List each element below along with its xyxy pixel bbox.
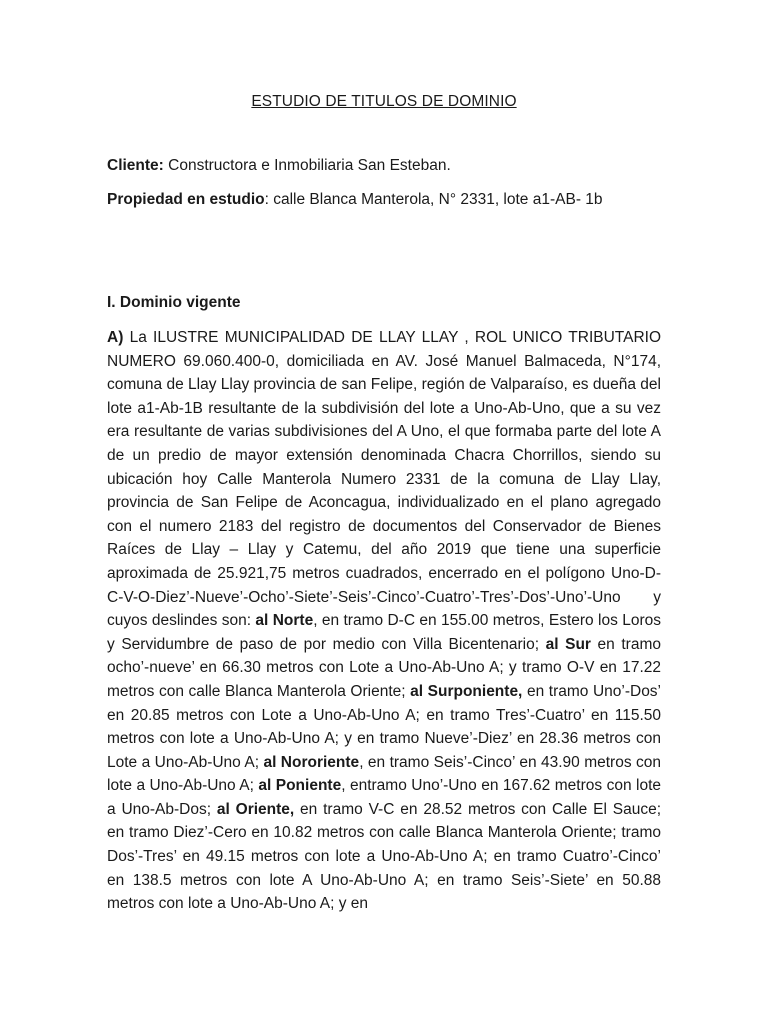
client-value: Constructora e Inmobiliaria San Esteban. [163,157,451,174]
paragraph-text-4: en tramo Uno’-Dos’ en 20.85 metros con Lote a Uno-Ab-Uno A; en tramo Tres’-Cuatro’ en 115.50 metros con lote a Uno-Ab-Uno A; y en tramo Nueve’-Diez’ en 28.36 metros con Lote a Uno-Ab-Uno A; [107,682,662,771]
section-heading: I. Dominio vigente [107,294,241,311]
paragraph-text-6: , entramo Uno’-Uno en 167.62 metros con lote a Uno-Ab-Dos; [107,777,662,818]
property-value: : calle Blanca Manterola, N° 2331, lote a1-AB- 1b [264,191,603,208]
paragraph-text-1: La ILUSTRE MUNICIPALIDAD DE LLAY LLAY , ROL UNICO TRIBUTARIO NUMERO 69.060.400-0, domiciliada en AV. José Manuel Balmaceda, N°174, comuna de Llay Llay provincia de san Felipe, región de Valparaíso, es dueña del lote a1-Ab-1B resultante de la subdivisión del lote a Uno-Ab-Uno, que a su vez era resultante de varias subdivisiones del A Uno, el que formaba parte del lote A de un predio de mayor extensión denominada Chacra Chorrillos, siendo su ubicación hoy Calle Manterola Numero 2331 de la comuna de Llay Llay, provincia de San Felipe de Aconcagua, individualizado en el plano agregado con el numero 2183 del registro de documentos del Conservador de Bienes Raíces de Llay – Llay y Catemu, del año 2019 que tiene una superficie aproximada de 25.921,75 metros cuadrados, encerrado en el polígono Uno-D-C-V-O-Diez’-Nueve’-Ocho’-Siete’-Seis’-Cinco’-Cuatro’-Tres’-Dos’-Uno’-Uno y cuyos deslindes son: [107,329,661,630]
paragraph-text-3: en tramo ocho’-nueve’ en 66.30 metros con Lote a Uno-Ab-Uno A; y tramo O-V en 17.22 metros con calle Blanca Manterola Oriente; [107,635,661,700]
boundary-north: al Norte [255,612,314,630]
boundary-west: al Poniente [258,777,342,795]
boundary-southwest: al Surponiente, [410,682,523,700]
boundary-northeast: al Nororiente [263,753,360,771]
property-label: Propiedad en estudio [107,191,265,208]
body-paragraph [107,326,661,916]
paragraph-text-7: en tramo V-C en 28.52 metros con Calle El Sauce; en tramo Diez’-Cero en 10.82 metros con calle Blanca Manterola Oriente; tramo Dos’-Tres’ en 49.15 metros con lote a Uno-Ab-Uno A; en tramo Cuatro’-Cinco’ en 138.5 metros con lote A Uno-Ab-Uno A; en tramo Seis’-Siete’ en 50.88 metros con lote a Uno-Ab-Uno A; y en [107,800,661,913]
boundary-east: al Oriente, [216,800,295,818]
client-line [107,157,451,175]
property-line [107,191,603,209]
paragraph-text-5: , en tramo Seis’-Cinco’ en 43.90 metros con lote a Uno-Ab-Uno A; [107,753,661,795]
boundary-south: al Sur [545,635,591,653]
item-label: A) [107,329,124,346]
paragraph-text-2: , en tramo D-C en 155.00 metros, Estero los Loros y Servidumbre de paso de por medio con Villa Bicentenario; [107,612,661,653]
client-label: Cliente: [107,157,164,174]
document-title: ESTUDIO DE TITULOS DE DOMINIO [251,93,517,110]
